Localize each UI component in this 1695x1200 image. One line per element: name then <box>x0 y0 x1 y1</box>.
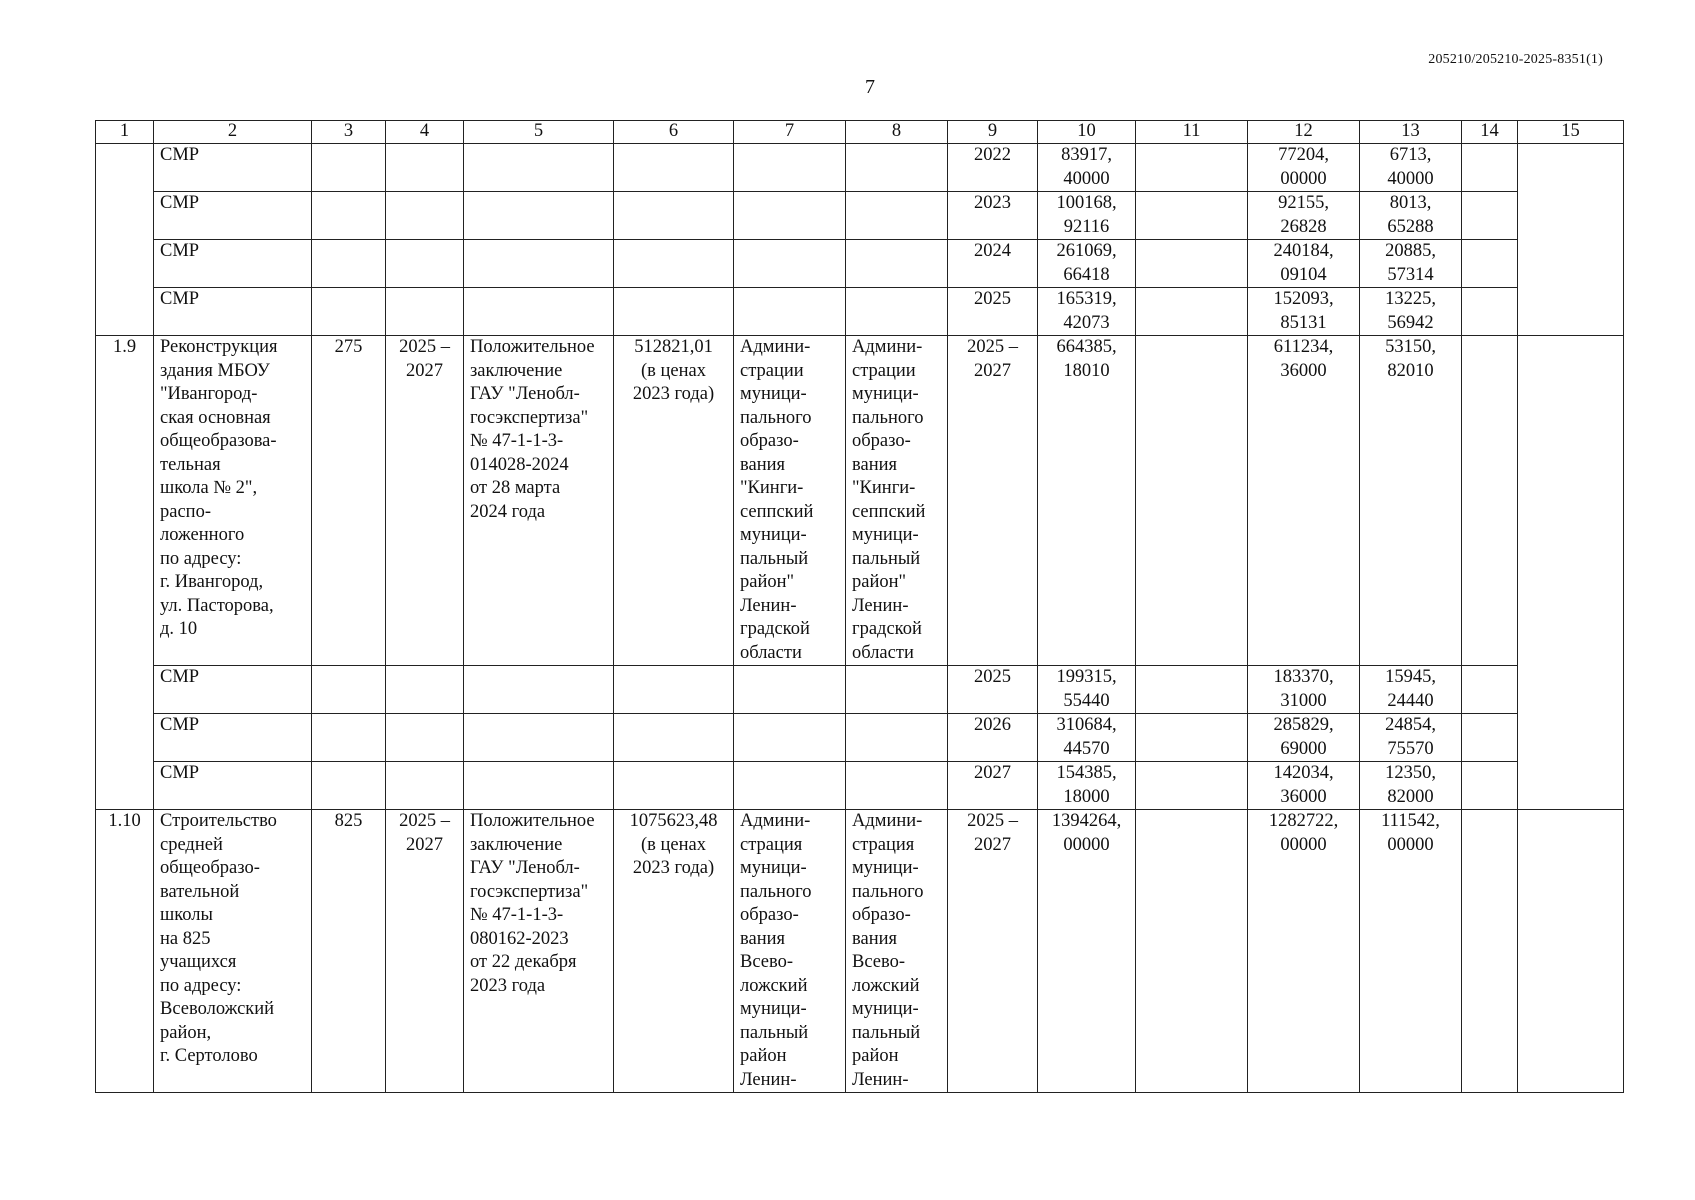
col-num: 1 <box>96 121 154 144</box>
empty-cell <box>1518 336 1624 810</box>
col-num: 6 <box>614 121 734 144</box>
regional-budget-cell: 1282722, 00000 <box>1248 810 1360 1093</box>
regional-budget-cell: 142034, 36000 <box>1248 762 1360 810</box>
empty-cell <box>1136 240 1248 288</box>
col-num: 11 <box>1136 121 1248 144</box>
table-row <box>96 144 1624 192</box>
local-budget-cell: 24854, 75570 <box>1360 714 1462 762</box>
empty-cell <box>734 288 846 336</box>
total-cell: 199315, 55440 <box>1038 666 1136 714</box>
empty-cell <box>312 144 386 192</box>
total-cell: 165319, 42073 <box>1038 288 1136 336</box>
object-name-cell: Реконструкция здания МБОУ "Ивангород- ская основная общеобразова- тельная школа № 2", распо- ложенного по адресу: г. Ивангород, ул. Пасторова, д. 10 <box>154 336 312 666</box>
empty-cell <box>312 762 386 810</box>
table-row <box>96 666 1624 714</box>
local-budget-cell: 111542, 00000 <box>1360 810 1462 1093</box>
empty-cell <box>464 288 614 336</box>
empty-cell <box>1136 336 1248 666</box>
empty-cell <box>846 288 948 336</box>
total-cell: 664385, 18010 <box>1038 336 1136 666</box>
local-budget-cell: 15945, 24440 <box>1360 666 1462 714</box>
col-num: 10 <box>1038 121 1136 144</box>
regional-budget-cell: 92155, 26828 <box>1248 192 1360 240</box>
col-num: 15 <box>1518 121 1624 144</box>
empty-cell <box>386 666 464 714</box>
col-num: 12 <box>1248 121 1360 144</box>
empty-cell <box>1462 288 1518 336</box>
object-name-cell: Строительство средней общеобразо- вательной школы на 825 учащихся по адресу: Всеволожский район, г. Сертолово <box>154 810 312 1093</box>
empty-cell <box>386 144 464 192</box>
empty-cell <box>1518 810 1624 1093</box>
local-budget-cell: 53150, 82010 <box>1360 336 1462 666</box>
empty-cell <box>614 192 734 240</box>
work-type-cell: СМР <box>154 240 312 288</box>
table-row <box>96 240 1624 288</box>
empty-cell <box>734 192 846 240</box>
cost-cell: 1075623,48 (в ценах 2023 года) <box>614 810 734 1093</box>
total-cell: 154385, 18000 <box>1038 762 1136 810</box>
empty-cell <box>846 192 948 240</box>
total-cell: 1394264, 00000 <box>1038 810 1136 1093</box>
empty-cell <box>846 144 948 192</box>
document-id: 205210/205210-2025-8351(1) <box>1428 52 1603 67</box>
year-cell: 2024 <box>948 240 1038 288</box>
year-cell: 2027 <box>948 762 1038 810</box>
table-row <box>96 192 1624 240</box>
empty-cell <box>1136 192 1248 240</box>
local-budget-cell: 12350, 82000 <box>1360 762 1462 810</box>
total-cell: 100168, 92116 <box>1038 192 1136 240</box>
regional-budget-cell: 611234, 36000 <box>1248 336 1360 666</box>
empty-cell <box>734 240 846 288</box>
empty-cell <box>386 762 464 810</box>
empty-cell <box>1136 288 1248 336</box>
year-cell: 2022 <box>948 144 1038 192</box>
regional-budget-cell: 183370, 31000 <box>1248 666 1360 714</box>
col-num: 7 <box>734 121 846 144</box>
col-num: 13 <box>1360 121 1462 144</box>
empty-cell <box>614 714 734 762</box>
empty-cell <box>1462 810 1518 1093</box>
empty-cell <box>464 666 614 714</box>
regional-budget-cell: 152093, 85131 <box>1248 288 1360 336</box>
total-cell: 310684, 44570 <box>1038 714 1136 762</box>
empty-cell <box>1462 336 1518 666</box>
year-cell: 2025 <box>948 288 1038 336</box>
empty-cell <box>614 666 734 714</box>
empty-cell <box>312 288 386 336</box>
work-type-cell: СМР <box>154 192 312 240</box>
capacity-cell: 275 <box>312 336 386 666</box>
table-row-item-1-10 <box>96 810 1624 1093</box>
year-cell: 2026 <box>948 714 1038 762</box>
col-num: 5 <box>464 121 614 144</box>
conclusion-cell: Положительное заключение ГАУ "Ленобл- госэкспертиза" № 47-1-1-3- 080162-2023 от 22 декабря 2023 года <box>464 810 614 1093</box>
empty-cell <box>734 762 846 810</box>
empty-cell <box>464 762 614 810</box>
empty-cell <box>614 144 734 192</box>
empty-cell <box>614 240 734 288</box>
conclusion-cell: Положительное заключение ГАУ "Ленобл- госэкспертиза" № 47-1-1-3- 014028-2024 от 28 марта 2024 года <box>464 336 614 666</box>
empty-cell <box>614 762 734 810</box>
empty-cell <box>1136 144 1248 192</box>
empty-cell <box>846 762 948 810</box>
work-type-cell: СМР <box>154 288 312 336</box>
empty-cell <box>1462 714 1518 762</box>
empty-cell <box>1462 762 1518 810</box>
empty-cell <box>1518 144 1624 336</box>
local-budget-cell: 13225, 56942 <box>1360 288 1462 336</box>
empty-cell <box>464 714 614 762</box>
empty-cell <box>386 192 464 240</box>
empty-cell <box>312 714 386 762</box>
item-number-cell: 1.9 <box>96 336 154 810</box>
period-cell: 2025 – 2027 <box>386 810 464 1093</box>
empty-cell <box>614 288 734 336</box>
local-budget-cell: 6713, 40000 <box>1360 144 1462 192</box>
developer-cell: Админи- страция муници- пального образо- вания Всево- ложский муници- пальный район Ленин- <box>846 810 948 1093</box>
empty-cell <box>386 240 464 288</box>
empty-cell <box>464 192 614 240</box>
local-budget-cell: 8013, 65288 <box>1360 192 1462 240</box>
total-cell: 83917, 40000 <box>1038 144 1136 192</box>
empty-cell <box>464 240 614 288</box>
years-cell: 2025 – 2027 <box>948 336 1038 666</box>
year-cell: 2025 <box>948 666 1038 714</box>
empty-cell <box>1462 240 1518 288</box>
table-row <box>96 714 1624 762</box>
col-num: 3 <box>312 121 386 144</box>
empty-cell <box>846 666 948 714</box>
period-cell: 2025 – 2027 <box>386 336 464 666</box>
empty-cell <box>386 288 464 336</box>
empty-cell <box>312 192 386 240</box>
year-cell: 2023 <box>948 192 1038 240</box>
work-type-cell: СМР <box>154 666 312 714</box>
empty-cell <box>846 240 948 288</box>
item-number-cell <box>96 144 154 336</box>
col-num: 9 <box>948 121 1038 144</box>
empty-cell <box>386 714 464 762</box>
col-num: 14 <box>1462 121 1518 144</box>
col-num: 2 <box>154 121 312 144</box>
customer-cell: Админи- страция муници- пального образо- вания Всево- ложский муници- пальный район Ленин- <box>734 810 846 1093</box>
work-type-cell: СМР <box>154 714 312 762</box>
empty-cell <box>1136 714 1248 762</box>
total-cell: 261069, 66418 <box>1038 240 1136 288</box>
empty-cell <box>1462 666 1518 714</box>
empty-cell <box>734 144 846 192</box>
col-num: 4 <box>386 121 464 144</box>
item-number-cell: 1.10 <box>96 810 154 1093</box>
page-number: 7 <box>865 76 875 98</box>
empty-cell <box>1462 144 1518 192</box>
customer-cell: Админи- страции муници- пального образо- вания "Кинги- сеппский муници- пальный район" Ленин- градской области <box>734 336 846 666</box>
col-num: 8 <box>846 121 948 144</box>
table-row <box>96 762 1624 810</box>
empty-cell <box>1136 762 1248 810</box>
years-cell: 2025 – 2027 <box>948 810 1038 1093</box>
empty-cell <box>312 240 386 288</box>
regional-budget-cell: 285829, 69000 <box>1248 714 1360 762</box>
table-row <box>96 288 1624 336</box>
empty-cell <box>464 144 614 192</box>
cost-cell: 512821,01 (в ценах 2023 года) <box>614 336 734 666</box>
investment-table <box>95 120 1624 1093</box>
regional-budget-cell: 240184, 09104 <box>1248 240 1360 288</box>
empty-cell <box>312 666 386 714</box>
work-type-cell: СМР <box>154 762 312 810</box>
empty-cell <box>734 666 846 714</box>
empty-cell <box>1136 666 1248 714</box>
capacity-cell: 825 <box>312 810 386 1093</box>
empty-cell <box>1462 192 1518 240</box>
regional-budget-cell: 77204, 00000 <box>1248 144 1360 192</box>
column-number-row <box>96 121 1624 144</box>
work-type-cell: СМР <box>154 144 312 192</box>
table-row-item-1-9 <box>96 336 1624 666</box>
empty-cell <box>734 714 846 762</box>
empty-cell <box>846 714 948 762</box>
local-budget-cell: 20885, 57314 <box>1360 240 1462 288</box>
empty-cell <box>1136 810 1248 1093</box>
developer-cell: Админи- страции муници- пального образо- вания "Кинги- сеппский муници- пальный район" Ленин- градской области <box>846 336 948 666</box>
